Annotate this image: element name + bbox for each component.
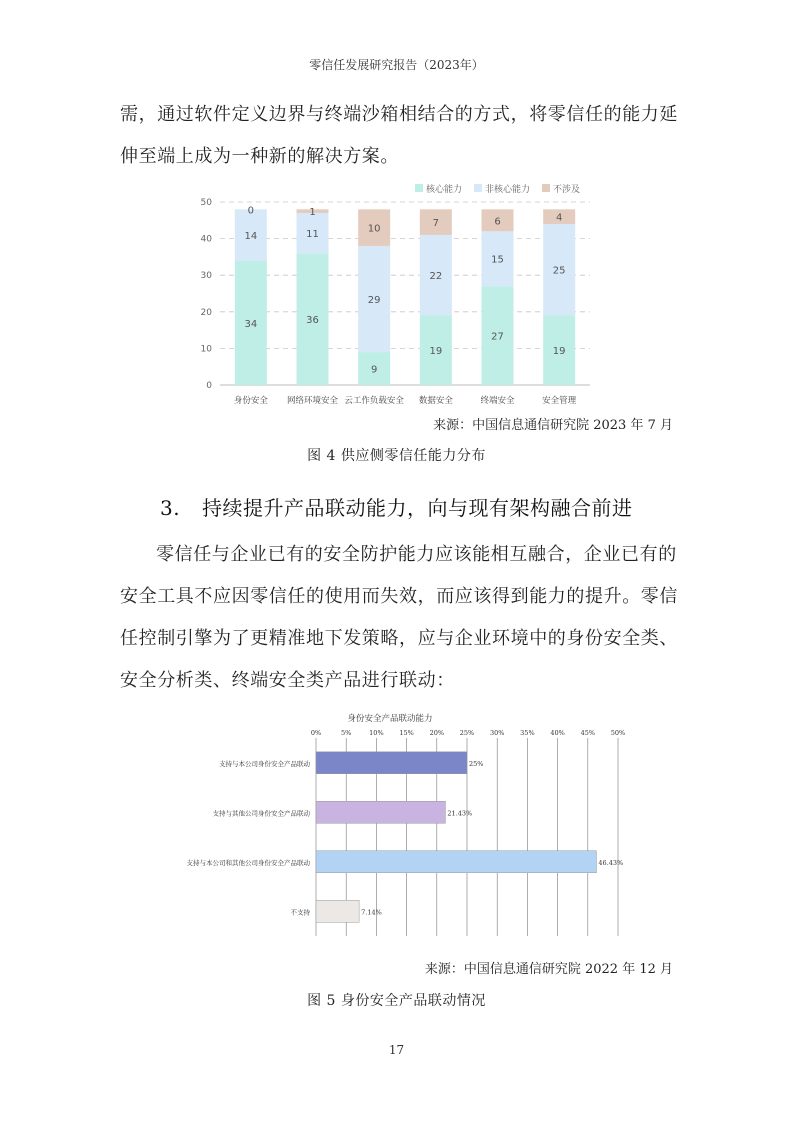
legend-label-2: 非核心能力 bbox=[485, 185, 531, 195]
data-label: 25 bbox=[552, 265, 566, 277]
data-label: 0 bbox=[247, 205, 255, 217]
body-line-4: 安全分析类、终端安全类产品进行联动： bbox=[120, 670, 455, 691]
bar bbox=[316, 801, 445, 823]
body-paragraph-cont bbox=[120, 576, 680, 702]
x-tick-label: 15% bbox=[399, 729, 414, 737]
y-tick-label: 0 bbox=[206, 381, 212, 391]
x-tick-label: 40% bbox=[550, 729, 565, 737]
data-label: 25% bbox=[469, 759, 484, 768]
data-label: 1 bbox=[309, 207, 316, 219]
x-tick-label: 25% bbox=[459, 729, 475, 737]
x-tick-label: 35% bbox=[520, 729, 535, 737]
y-tick-label: 50 bbox=[200, 198, 212, 208]
x-tick-label: 0% bbox=[310, 729, 322, 737]
x-tick-label: 数据安全 bbox=[418, 396, 453, 406]
legend-swatch-3 bbox=[542, 184, 550, 192]
section-title: 持续提升产品联动能力，向与现有架构融合前进 bbox=[202, 496, 633, 520]
x-tick-label: 网络环境安全 bbox=[286, 396, 339, 406]
legend-swatch-1 bbox=[415, 184, 423, 192]
x-tick-label: 30% bbox=[489, 729, 505, 737]
body-line-3: 任控制引擎为了更精准地下发策略，应与企业环境中的身份安全类、 bbox=[120, 628, 678, 649]
y-tick-label: 30 bbox=[200, 271, 212, 282]
x-tick-label: 45% bbox=[580, 729, 596, 737]
data-label: 22 bbox=[429, 271, 443, 283]
section-heading bbox=[160, 492, 720, 524]
figure5-source: 来源：中国信息通信研究院 2022 年 12 月 bbox=[424, 962, 673, 977]
x-tick-label: 终端安全 bbox=[480, 396, 515, 406]
data-label: 14 bbox=[244, 230, 258, 242]
data-label: 9 bbox=[370, 364, 378, 376]
x-tick-label: 50% bbox=[610, 729, 626, 737]
figure5-caption: 图 5 身份安全产品联动情况 bbox=[307, 993, 486, 1009]
data-label: 36 bbox=[306, 315, 319, 327]
legend-label-1: 核心能力 bbox=[426, 185, 463, 195]
data-label: 4 bbox=[555, 212, 563, 224]
data-label: 10 bbox=[367, 223, 381, 235]
supply-side-capability-chart bbox=[190, 178, 610, 413]
identity-linkage-chart bbox=[160, 708, 630, 948]
data-label: 19 bbox=[429, 346, 443, 358]
data-label: 7.14% bbox=[361, 908, 382, 917]
x-tick-label: 安全管理 bbox=[542, 396, 577, 406]
category-label: 支持与本公司身份安全产品联动 bbox=[219, 759, 310, 768]
body-line-1: 零信任与企业已有的安全防护能力应该能相互融合，企业已有的 bbox=[156, 544, 677, 565]
data-label: 29 bbox=[367, 294, 381, 306]
data-label: 19 bbox=[552, 346, 566, 358]
page-header: 零信任发展研究报告（2023年） bbox=[309, 58, 484, 72]
chart-title: 身份安全产品联动能力 bbox=[347, 714, 433, 724]
bar bbox=[316, 851, 596, 873]
y-tick-label: 20 bbox=[200, 307, 212, 318]
body-paragraph bbox=[120, 534, 680, 576]
category-label: 支持与其他公司身份安全产品联动 bbox=[212, 809, 310, 818]
page-number: 17 bbox=[388, 1043, 405, 1057]
y-tick-label: 10 bbox=[200, 344, 212, 355]
intro-line-1: 需，通过软件定义边界与终端沙箱相结合的方式，将零信任的能力延 bbox=[120, 104, 678, 125]
data-label: 7 bbox=[432, 218, 440, 230]
legend-label-3: 不涉及 bbox=[553, 185, 581, 195]
figure4-source: 来源：中国信息通信研究院 2023 年 7 月 bbox=[433, 418, 673, 433]
data-label: 15 bbox=[491, 254, 504, 266]
bar bbox=[316, 900, 359, 922]
category-label: 不支持 bbox=[290, 908, 310, 917]
data-label: 6 bbox=[494, 216, 501, 228]
data-label: 11 bbox=[306, 229, 319, 241]
data-label: 34 bbox=[244, 318, 258, 330]
body-line-2: 安全工具不应因零信任的使用而失效，而应该得到能力的提升。零信 bbox=[120, 586, 678, 607]
x-tick-label: 5% bbox=[341, 729, 352, 737]
y-tick-label: 40 bbox=[200, 234, 212, 245]
data-label: 21.43% bbox=[447, 809, 473, 818]
intro-paragraph bbox=[120, 94, 680, 178]
data-label: 46.43% bbox=[598, 858, 624, 867]
category-label: 支持与本公司和其他公司身份安全产品联动 bbox=[186, 858, 310, 867]
figure4-caption: 图 4 供应侧零信任能力分布 bbox=[307, 448, 486, 464]
legend-swatch-2 bbox=[474, 184, 482, 192]
x-tick-label: 10% bbox=[369, 729, 384, 737]
x-tick-label: 身份安全 bbox=[233, 396, 268, 406]
section-number: 3. bbox=[160, 496, 181, 520]
intro-line-2: 伸至端上成为一种新的解决方案。 bbox=[120, 146, 399, 167]
bar bbox=[316, 752, 467, 774]
x-tick-label: 云工作负载安全 bbox=[344, 396, 404, 406]
data-label: 27 bbox=[491, 331, 504, 343]
x-tick-label: 20% bbox=[429, 729, 445, 737]
